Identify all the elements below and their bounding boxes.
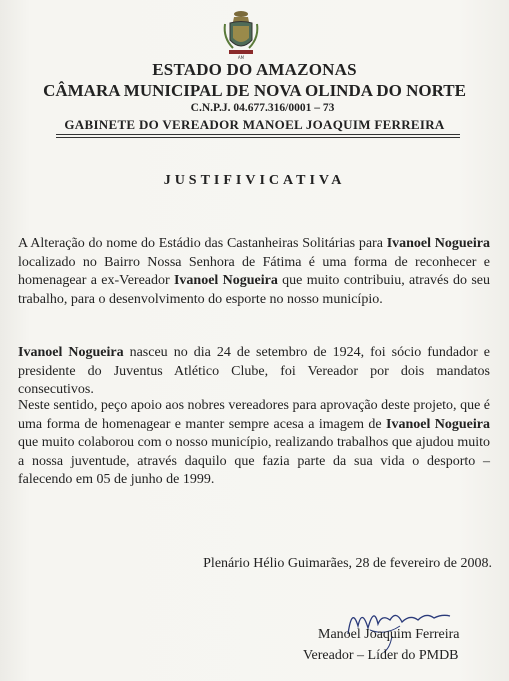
state-heading: ESTADO DO AMAZONAS — [152, 60, 357, 79]
chamber-heading: CÂMARA MUNICIPAL DE NOVA OLINDA DO NORTE — [43, 81, 466, 100]
paragraph-text: Neste sentido, peço apoio aos nobres vereadores para aprovação deste projeto, que é uma forma de homenagear e manter sempre acesa a imagem de — [18, 398, 490, 432]
bold-name-text: Ivanoel Nogueira — [18, 345, 124, 360]
date-line: Plenário Hélio Guimarães, 28 de fevereiro de 2008. — [203, 556, 492, 571]
paragraph-text: nasceu no dia 24 de setembro de 1924, foi sócio fundador e presidente do Juventus Atlético Clube, foi Vereador por dois mandatos consecutivos. — [18, 345, 491, 397]
paragraph-text: localizado no Bairro Nossa Senhora de Fátima é uma forma de reconhecer e homenagear a ex-Vereador — [18, 254, 490, 288]
signer-name: Manoel Joaquim Ferreira — [318, 627, 460, 642]
paragraph-text: que muito colaborou com o nosso município, realizando trabalhos que ajudou muito a nossa juventude, através daquilo que fazia parte da sua vida o desporto – falecendo em 05 de junho de 1999. — [18, 435, 490, 487]
paragraph-1 — [18, 235, 490, 309]
paragraph-2 — [18, 344, 490, 400]
svg-text:AM: AM — [237, 55, 245, 60]
bold-name-text: Ivanoel Nogueira — [386, 416, 490, 432]
header-rule — [56, 137, 460, 138]
document-title: JUSTIFIVICATIVA — [163, 173, 346, 188]
cnpj-line: C.N.P.J. 04.677.316/0001 – 73 — [190, 102, 335, 114]
handwritten-signature — [330, 596, 480, 656]
coat-of-arms-icon — [221, 8, 261, 60]
paragraph-text: que muito contribuiu, através do seu trabalho, para o desenvolvimento do esporte no nosso município. — [18, 273, 490, 307]
office-heading: GABINETE DO VEREADOR MANOEL JOAQUIM FERREIRA — [64, 117, 445, 132]
bold-name-text: Ivanoel Nogueira — [173, 273, 278, 288]
paragraph-3 — [18, 397, 490, 490]
paragraph-text: A Alteração do nome do Estádio das Castanheiras Solitárias para — [18, 236, 387, 251]
bold-name-text: Ivanoel Nogueira — [386, 236, 490, 251]
header-rule — [56, 134, 460, 135]
signer-role: Vereador – Líder do PMDB — [303, 648, 459, 663]
